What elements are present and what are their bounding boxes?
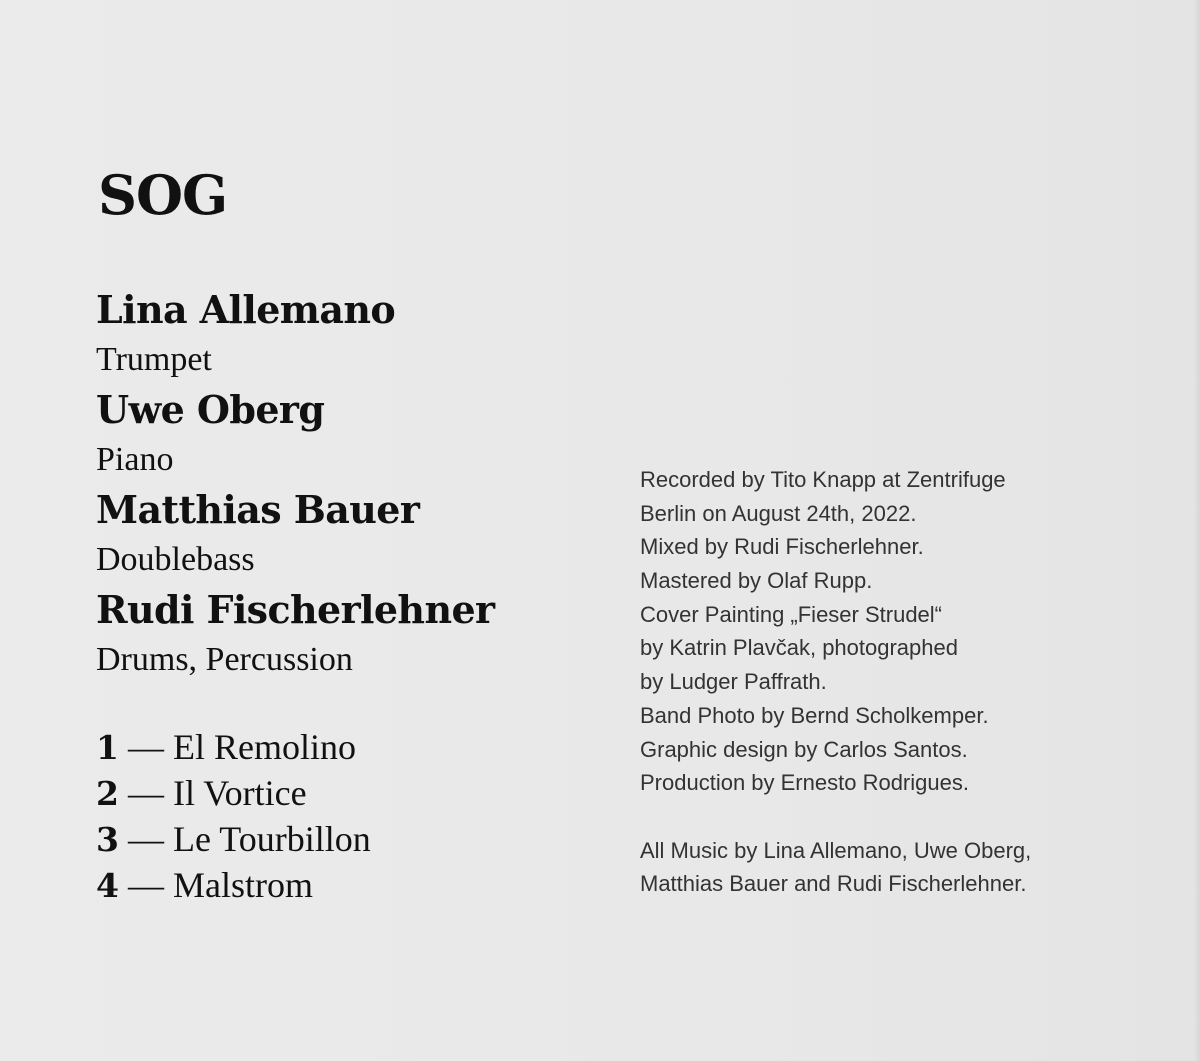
musician-role: Drums, Percussion [96,641,353,678]
track-title: Il Vortice [172,773,307,813]
credit-line: Production by Ernesto Rodrigues. [640,770,969,796]
track-item [96,862,636,908]
track-separator: — [127,819,164,859]
musician-name: Lina Allemano [96,287,396,332]
track-separator: — [127,773,164,813]
credit-line: Cover Painting „Fieser Strudel“ [640,601,943,627]
musician-role: Trumpet [96,341,212,378]
credit-line: Recorded by Tito Knapp at Zentrifuge [640,467,1006,492]
track-item [96,724,636,770]
music-credit-line: Matthias Bauer and Rudi Fischerlehner. [640,871,1027,897]
track-separator: — [127,727,164,767]
track-list [96,724,636,908]
track-title: Malstrom [172,865,313,905]
musician-role: Doublebass [96,541,255,578]
musician-name: Uwe Oberg [96,387,325,432]
credits-block [640,463,1160,901]
track-title: Le Tourbillon [172,819,371,859]
track-number: 4 [96,866,119,905]
track-title: El Remolino [172,727,356,767]
credit-line: by Katrin Plavčak, photographed [640,635,958,661]
credit-spacer [640,800,1160,834]
credit-line: Mastered by Olaf Rupp. [640,568,873,594]
track-number: 2 [96,774,119,813]
credit-line: Graphic design by Carlos Santos. [640,736,968,762]
track-separator: — [127,865,164,905]
credit-line: Berlin on August 24th, 2022. [640,500,917,526]
musician-name: Matthias Bauer [96,487,420,532]
left-column [96,0,636,1061]
credit-line: Mixed by Rudi Fischerlehner. [640,534,924,560]
music-credit-line: All Music by Lina Allemano, Uwe Oberg, [640,837,1032,863]
musician-name: Rudi Fischerlehner [96,587,495,632]
musician-list [96,285,636,685]
credit-line: Band Photo by Bernd Scholkemper. [640,702,989,728]
album-title: SOG [98,163,228,227]
page-edge-shadow [1194,0,1200,1061]
track-item [96,816,636,862]
credit-line: by Ludger Paffrath. [640,669,827,695]
track-number: 3 [96,820,119,859]
musician-role: Piano [96,441,174,478]
track-number: 1 [96,728,119,767]
track-item [96,770,636,816]
